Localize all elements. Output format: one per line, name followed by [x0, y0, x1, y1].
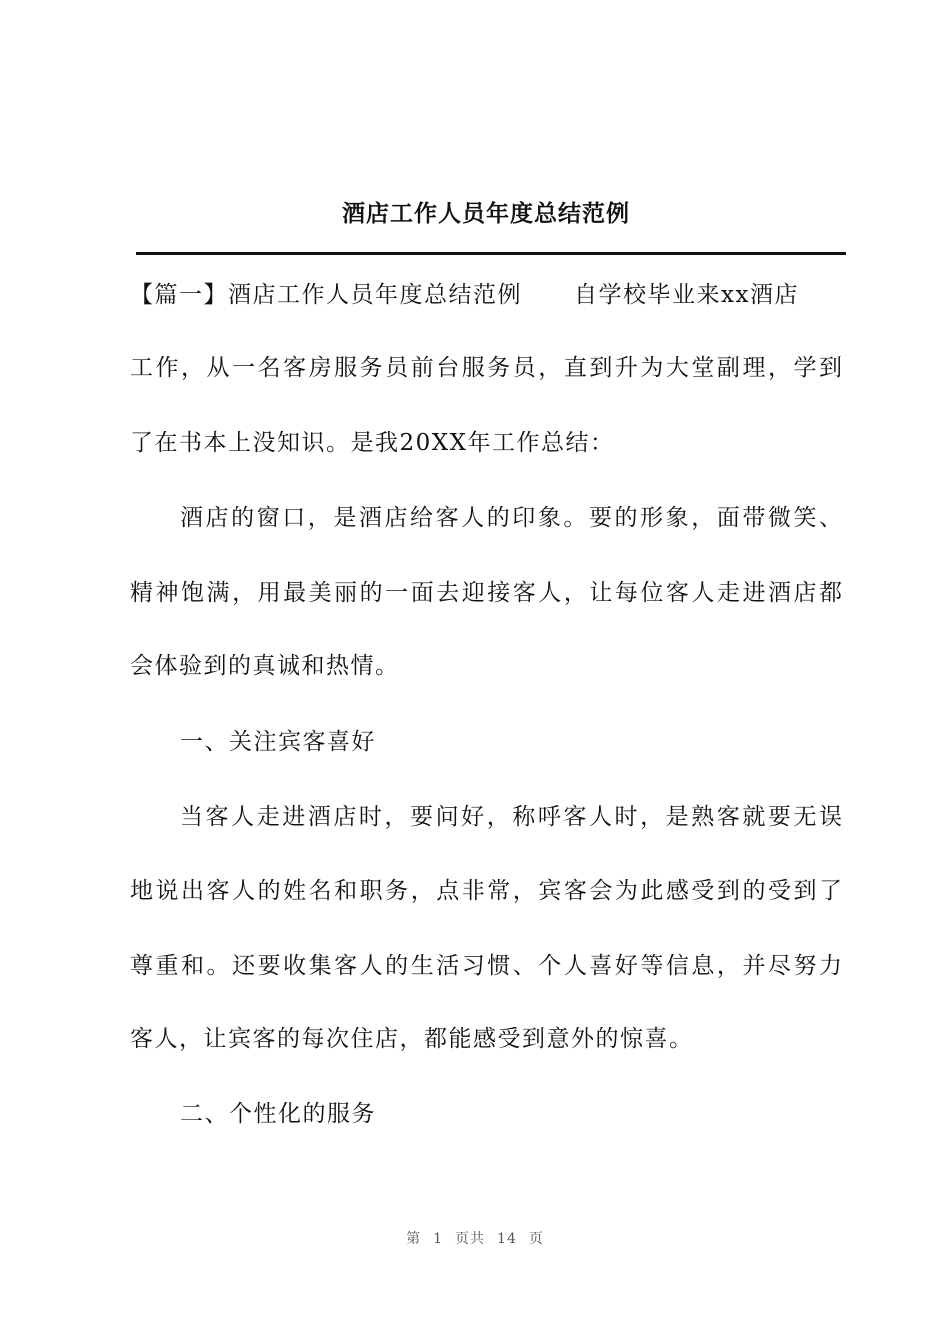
section-heading-2: 二、个性化的服务	[180, 1101, 376, 1127]
total-pages-number: 14	[497, 1231, 517, 1247]
body-line-3: 了在书本上没知识。是我20XX年工作总结：	[130, 430, 615, 456]
body-line-8: 当客人走进酒店时，要问好，称呼客人时，是熟客就要无误	[180, 804, 842, 830]
body-line-1	[130, 277, 842, 313]
document-title: 酒店工作人员年度总结范例	[342, 200, 630, 227]
footer-label-suffix: 页	[528, 1231, 544, 1247]
section-heading-text: 【篇一】酒店工作人员年度总结范例	[130, 282, 522, 308]
body-line-2: 工作，从一名客房服务员前台服务员，直到升为大堂副理，学到	[130, 355, 842, 381]
page-footer	[0, 1228, 950, 1248]
title-underline	[136, 252, 846, 255]
body-line-5: 精神饱满，用最美丽的一面去迎接客人，让每位客人走进酒店都	[130, 580, 842, 606]
section-heading-1: 一、关注宾客喜好	[180, 729, 376, 755]
paragraph-text: 自学校毕业来xx酒店	[574, 282, 799, 308]
body-line-4: 酒店的窗口，是酒店给客人的印象。要的形象，面带微笑、	[180, 505, 842, 531]
body-line-10: 尊重和。还要收集客人的生活习惯、个人喜好等信息，并尽努力	[130, 953, 842, 979]
footer-label-prefix: 第	[406, 1231, 422, 1247]
body-line-9: 地说出客人的姓名和职务，点非常，宾客会为此感受到的受到了	[130, 878, 842, 904]
footer-label-middle: 页共	[455, 1231, 486, 1247]
current-page-number: 1	[433, 1231, 444, 1247]
body-line-11: 客人，让宾客的每次住店，都能感受到意外的惊喜。	[130, 1026, 694, 1052]
body-line-6: 会体验到的真诚和热情。	[130, 653, 400, 679]
